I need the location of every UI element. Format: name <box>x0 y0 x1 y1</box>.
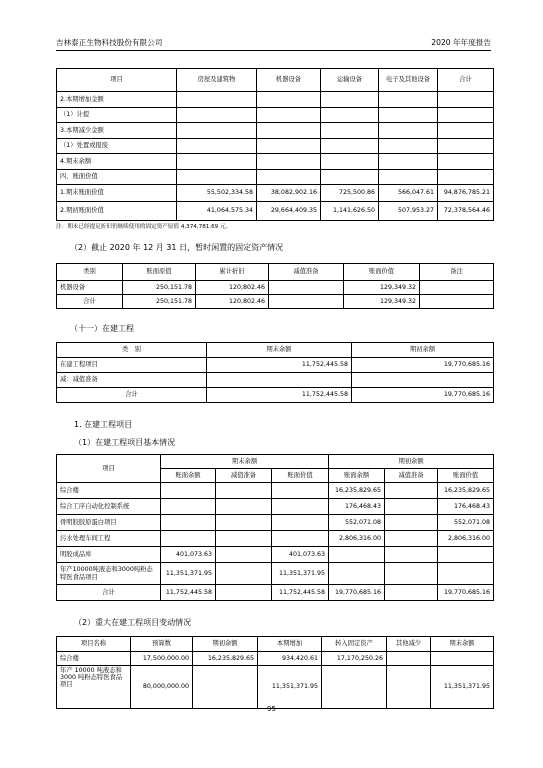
col-subheader: 账面余额 <box>329 469 385 483</box>
cell: 55,502,334.58 <box>177 185 257 202</box>
table-header-row <box>57 343 494 358</box>
cell <box>161 499 216 515</box>
cip-projects-table <box>56 454 494 601</box>
table-row <box>57 652 494 666</box>
table-row <box>57 107 494 123</box>
row-label: 机器设备 <box>57 281 123 295</box>
cell: 11,752,445.58 <box>272 585 329 601</box>
cell <box>431 652 494 666</box>
cell <box>272 531 329 547</box>
cell <box>420 295 494 309</box>
table-row <box>57 123 494 139</box>
cell: 94,876,785.21 <box>438 185 494 202</box>
cell: 17,500,000.00 <box>131 652 193 666</box>
row-label: 2.本期增加金额 <box>57 92 177 108</box>
row-label: （1）计提 <box>57 107 177 123</box>
row-label: 综合楼 <box>57 483 161 499</box>
cell <box>387 652 431 666</box>
cell <box>438 138 494 154</box>
cell <box>177 154 257 170</box>
row-label: 2.期初账面价值 <box>57 202 177 221</box>
table-row <box>57 373 494 388</box>
cell <box>272 499 329 515</box>
cell: 934,420.61 <box>258 652 322 666</box>
col-header: 期末余额 <box>207 343 352 358</box>
cell: 507,953.27 <box>379 202 438 221</box>
col-header: 账面价值 <box>344 264 420 281</box>
col-header: 机器设备 <box>257 69 321 92</box>
table-header-row <box>57 69 494 92</box>
col-subheader: 减值准备 <box>216 469 272 483</box>
row-label: 合计 <box>57 388 207 403</box>
cell: 11,351,371.95 <box>272 563 329 585</box>
cell: 120,802.46 <box>196 295 269 309</box>
row-label: 综合楼 <box>57 652 131 666</box>
row-label: 1.期末账面价值 <box>57 185 177 202</box>
cell <box>257 123 321 139</box>
section-heading: （十一）在建工程 <box>70 324 134 333</box>
cell <box>161 515 216 531</box>
cell <box>216 563 272 585</box>
col-header: 项目名称 <box>57 637 131 652</box>
cell <box>216 531 272 547</box>
cell <box>321 92 379 108</box>
row-label: 在建工程项目 <box>57 358 207 373</box>
cell <box>379 92 438 108</box>
cip-changes-table <box>56 636 494 709</box>
col-header: 运输设备 <box>321 69 379 92</box>
row-label: 合计 <box>57 295 123 309</box>
page-header <box>56 36 491 51</box>
col-header: 房屋及建筑物 <box>177 69 257 92</box>
cell <box>385 483 438 499</box>
cell <box>438 92 494 108</box>
table-row <box>57 202 494 221</box>
col-header: 本期增加 <box>258 637 322 652</box>
cell: 401,073.63 <box>272 547 329 563</box>
cell: 250,151.78 <box>123 281 196 295</box>
cell <box>321 123 379 139</box>
table-row <box>57 515 494 531</box>
cell: 19,770,685.16 <box>352 358 494 373</box>
cell: 19,770,685.16 <box>438 585 494 601</box>
cell <box>329 563 385 585</box>
col-header: 项目 <box>57 455 161 483</box>
table-row <box>57 154 494 170</box>
cell <box>438 563 494 585</box>
cell: 80,000,000.00 <box>131 666 193 709</box>
cell <box>438 107 494 123</box>
row-label: （1）处置或报废 <box>57 138 177 154</box>
cell <box>438 547 494 563</box>
cell: 176,468.43 <box>438 499 494 515</box>
cell <box>352 373 494 388</box>
cell: 11,351,371.95 <box>161 563 216 585</box>
col-subheader: 账面价值 <box>272 469 329 483</box>
row-label: 污水处理车间工程 <box>57 531 161 547</box>
col-header: 期初余额 <box>193 637 258 652</box>
cell <box>216 547 272 563</box>
cell: 552,071.08 <box>329 515 385 531</box>
cell <box>177 107 257 123</box>
cell <box>257 138 321 154</box>
cell <box>257 154 321 170</box>
cell: 11,752,445.58 <box>161 585 216 601</box>
cell <box>321 107 379 123</box>
col-header: 期末余额 <box>431 637 494 652</box>
table-row <box>57 295 494 309</box>
cell <box>379 169 438 185</box>
cell: 120,802.46 <box>196 281 269 295</box>
row-label: 明胶成品库 <box>57 547 161 563</box>
cell <box>385 515 438 531</box>
cell: 2,806,316.00 <box>329 531 385 547</box>
cell <box>161 483 216 499</box>
cell <box>321 138 379 154</box>
row-label: 减：减值准备 <box>57 373 207 388</box>
cell: 566,047.61 <box>379 185 438 202</box>
table-row <box>57 483 494 499</box>
cell: 1,141,626.50 <box>321 202 379 221</box>
cell <box>385 499 438 515</box>
row-label: 四、账面价值 <box>57 169 177 185</box>
cell <box>322 666 387 709</box>
cell: 16,235,829.65 <box>329 483 385 499</box>
table-row <box>57 388 494 403</box>
section-heading: 1. 在建工程项目 <box>74 420 133 429</box>
col-subheader: 账面余额 <box>161 469 216 483</box>
cip-summary-table <box>56 342 494 403</box>
col-header: 预算数 <box>131 637 193 652</box>
cell: 11,351,371.95 <box>258 666 322 709</box>
cell <box>321 169 379 185</box>
cell: 16,235,829.65 <box>193 652 258 666</box>
report-title: 2020 年年度报告 <box>431 38 491 47</box>
cell <box>385 531 438 547</box>
col-header: 合计 <box>438 69 494 92</box>
table-header-row <box>57 264 494 281</box>
cell <box>216 585 272 601</box>
cell: 2,806,316.00 <box>438 531 494 547</box>
cell <box>272 515 329 531</box>
row-label: 年产10000吨液态和3000吨粉态特医食品项目 <box>57 563 161 585</box>
table-row <box>57 92 494 108</box>
row-label: 综合工序自动化控制系统 <box>57 499 161 515</box>
cell <box>379 123 438 139</box>
cell <box>257 92 321 108</box>
table-header-row <box>57 455 494 469</box>
cell <box>379 154 438 170</box>
cell <box>379 138 438 154</box>
col-header: 类 别 <box>57 343 207 358</box>
idle-assets-table <box>56 263 494 309</box>
cell <box>438 123 494 139</box>
col-header: 期初余额 <box>352 343 494 358</box>
cell: 16,235,829.65 <box>438 483 494 499</box>
cell <box>207 373 352 388</box>
col-header: 减值准备 <box>269 264 344 281</box>
table-row <box>57 169 494 185</box>
table-row <box>57 547 494 563</box>
col-header: 转入固定资产 <box>322 637 387 652</box>
row-label: 年产 10000 吨液态和 3000 吨粉态特医食品项目 <box>57 666 131 709</box>
table-row <box>57 281 494 295</box>
cell <box>329 547 385 563</box>
cell <box>257 107 321 123</box>
cell: 29,664,409.35 <box>257 202 321 221</box>
cell: 19,770,685.16 <box>352 388 494 403</box>
col-header: 电子及其他设备 <box>379 69 438 92</box>
fixed-assets-table <box>56 68 494 221</box>
cell: 401,073.63 <box>161 547 216 563</box>
cell: 552,071.08 <box>438 515 494 531</box>
table-row <box>57 138 494 154</box>
table-row <box>57 358 494 373</box>
col-header: 项目 <box>57 69 177 92</box>
col-subheader: 账面价值 <box>438 469 494 483</box>
cell <box>177 138 257 154</box>
cell <box>385 563 438 585</box>
cell <box>272 483 329 499</box>
cell: 19,770,685.16 <box>329 585 385 601</box>
page-number: 95 <box>267 705 276 713</box>
cell <box>385 585 438 601</box>
cell <box>257 169 321 185</box>
col-header: 累计折旧 <box>196 264 269 281</box>
company-name: 吉林泰正生物科技股份有限公司 <box>56 38 163 47</box>
cell <box>269 295 344 309</box>
col-header: 备注 <box>420 264 494 281</box>
cell: 11,752,445.58 <box>207 388 352 403</box>
col-header: 类别 <box>57 264 123 281</box>
row-label: 合计 <box>57 585 161 601</box>
cell: 129,349.32 <box>344 295 420 309</box>
cell <box>177 92 257 108</box>
col-subheader: 减值准备 <box>385 469 438 483</box>
cell <box>161 531 216 547</box>
col-header: 其他减少 <box>387 637 431 652</box>
cell <box>420 281 494 295</box>
cell <box>385 547 438 563</box>
cell <box>193 666 258 709</box>
row-label: 骨明胶胶原蛋白项目 <box>57 515 161 531</box>
table-row <box>57 563 494 585</box>
table-header-row <box>57 637 494 652</box>
cell <box>177 123 257 139</box>
cell: 250,151.78 <box>123 295 196 309</box>
table-row <box>57 585 494 601</box>
cell <box>177 169 257 185</box>
cell <box>438 169 494 185</box>
cell: 17,170,250.26 <box>322 652 387 666</box>
table-row <box>57 531 494 547</box>
table-row <box>57 185 494 202</box>
col-header: 期初余额 <box>329 455 494 469</box>
cell: 725,500.86 <box>321 185 379 202</box>
row-label: 4.期末余额 <box>57 154 177 170</box>
cell <box>216 483 272 499</box>
cell <box>216 499 272 515</box>
section-heading: （2）重大在建工程项目变动情况 <box>74 618 192 627</box>
col-header: 账面原值 <box>123 264 196 281</box>
cell <box>321 154 379 170</box>
cell <box>216 515 272 531</box>
table-row <box>57 499 494 515</box>
cell <box>269 281 344 295</box>
cell <box>438 154 494 170</box>
cell: 11,351,371.95 <box>431 666 494 709</box>
cell: 72,378,564.46 <box>438 202 494 221</box>
cell: 41,064,575.34 <box>177 202 257 221</box>
col-header: 期末余额 <box>161 455 329 469</box>
cell: 176,468.43 <box>329 499 385 515</box>
cell: 11,752,445.58 <box>207 358 352 373</box>
footnote: 注：期末已经提足折旧仍继续使用的固定资产原值 4,374,781.69 元。 <box>56 224 232 230</box>
section-heading: （2）截止 2020 年 12 月 31 日，暂时闲置的固定资产情况 <box>70 243 284 252</box>
cell <box>387 666 431 709</box>
section-heading: （1）在建工程项目基本情况 <box>74 438 176 447</box>
row-label: 3.本期减少金额 <box>57 123 177 139</box>
cell: 38,082,902.16 <box>257 185 321 202</box>
cell <box>379 107 438 123</box>
cell: 129,349.32 <box>344 281 420 295</box>
table-row <box>57 666 494 709</box>
